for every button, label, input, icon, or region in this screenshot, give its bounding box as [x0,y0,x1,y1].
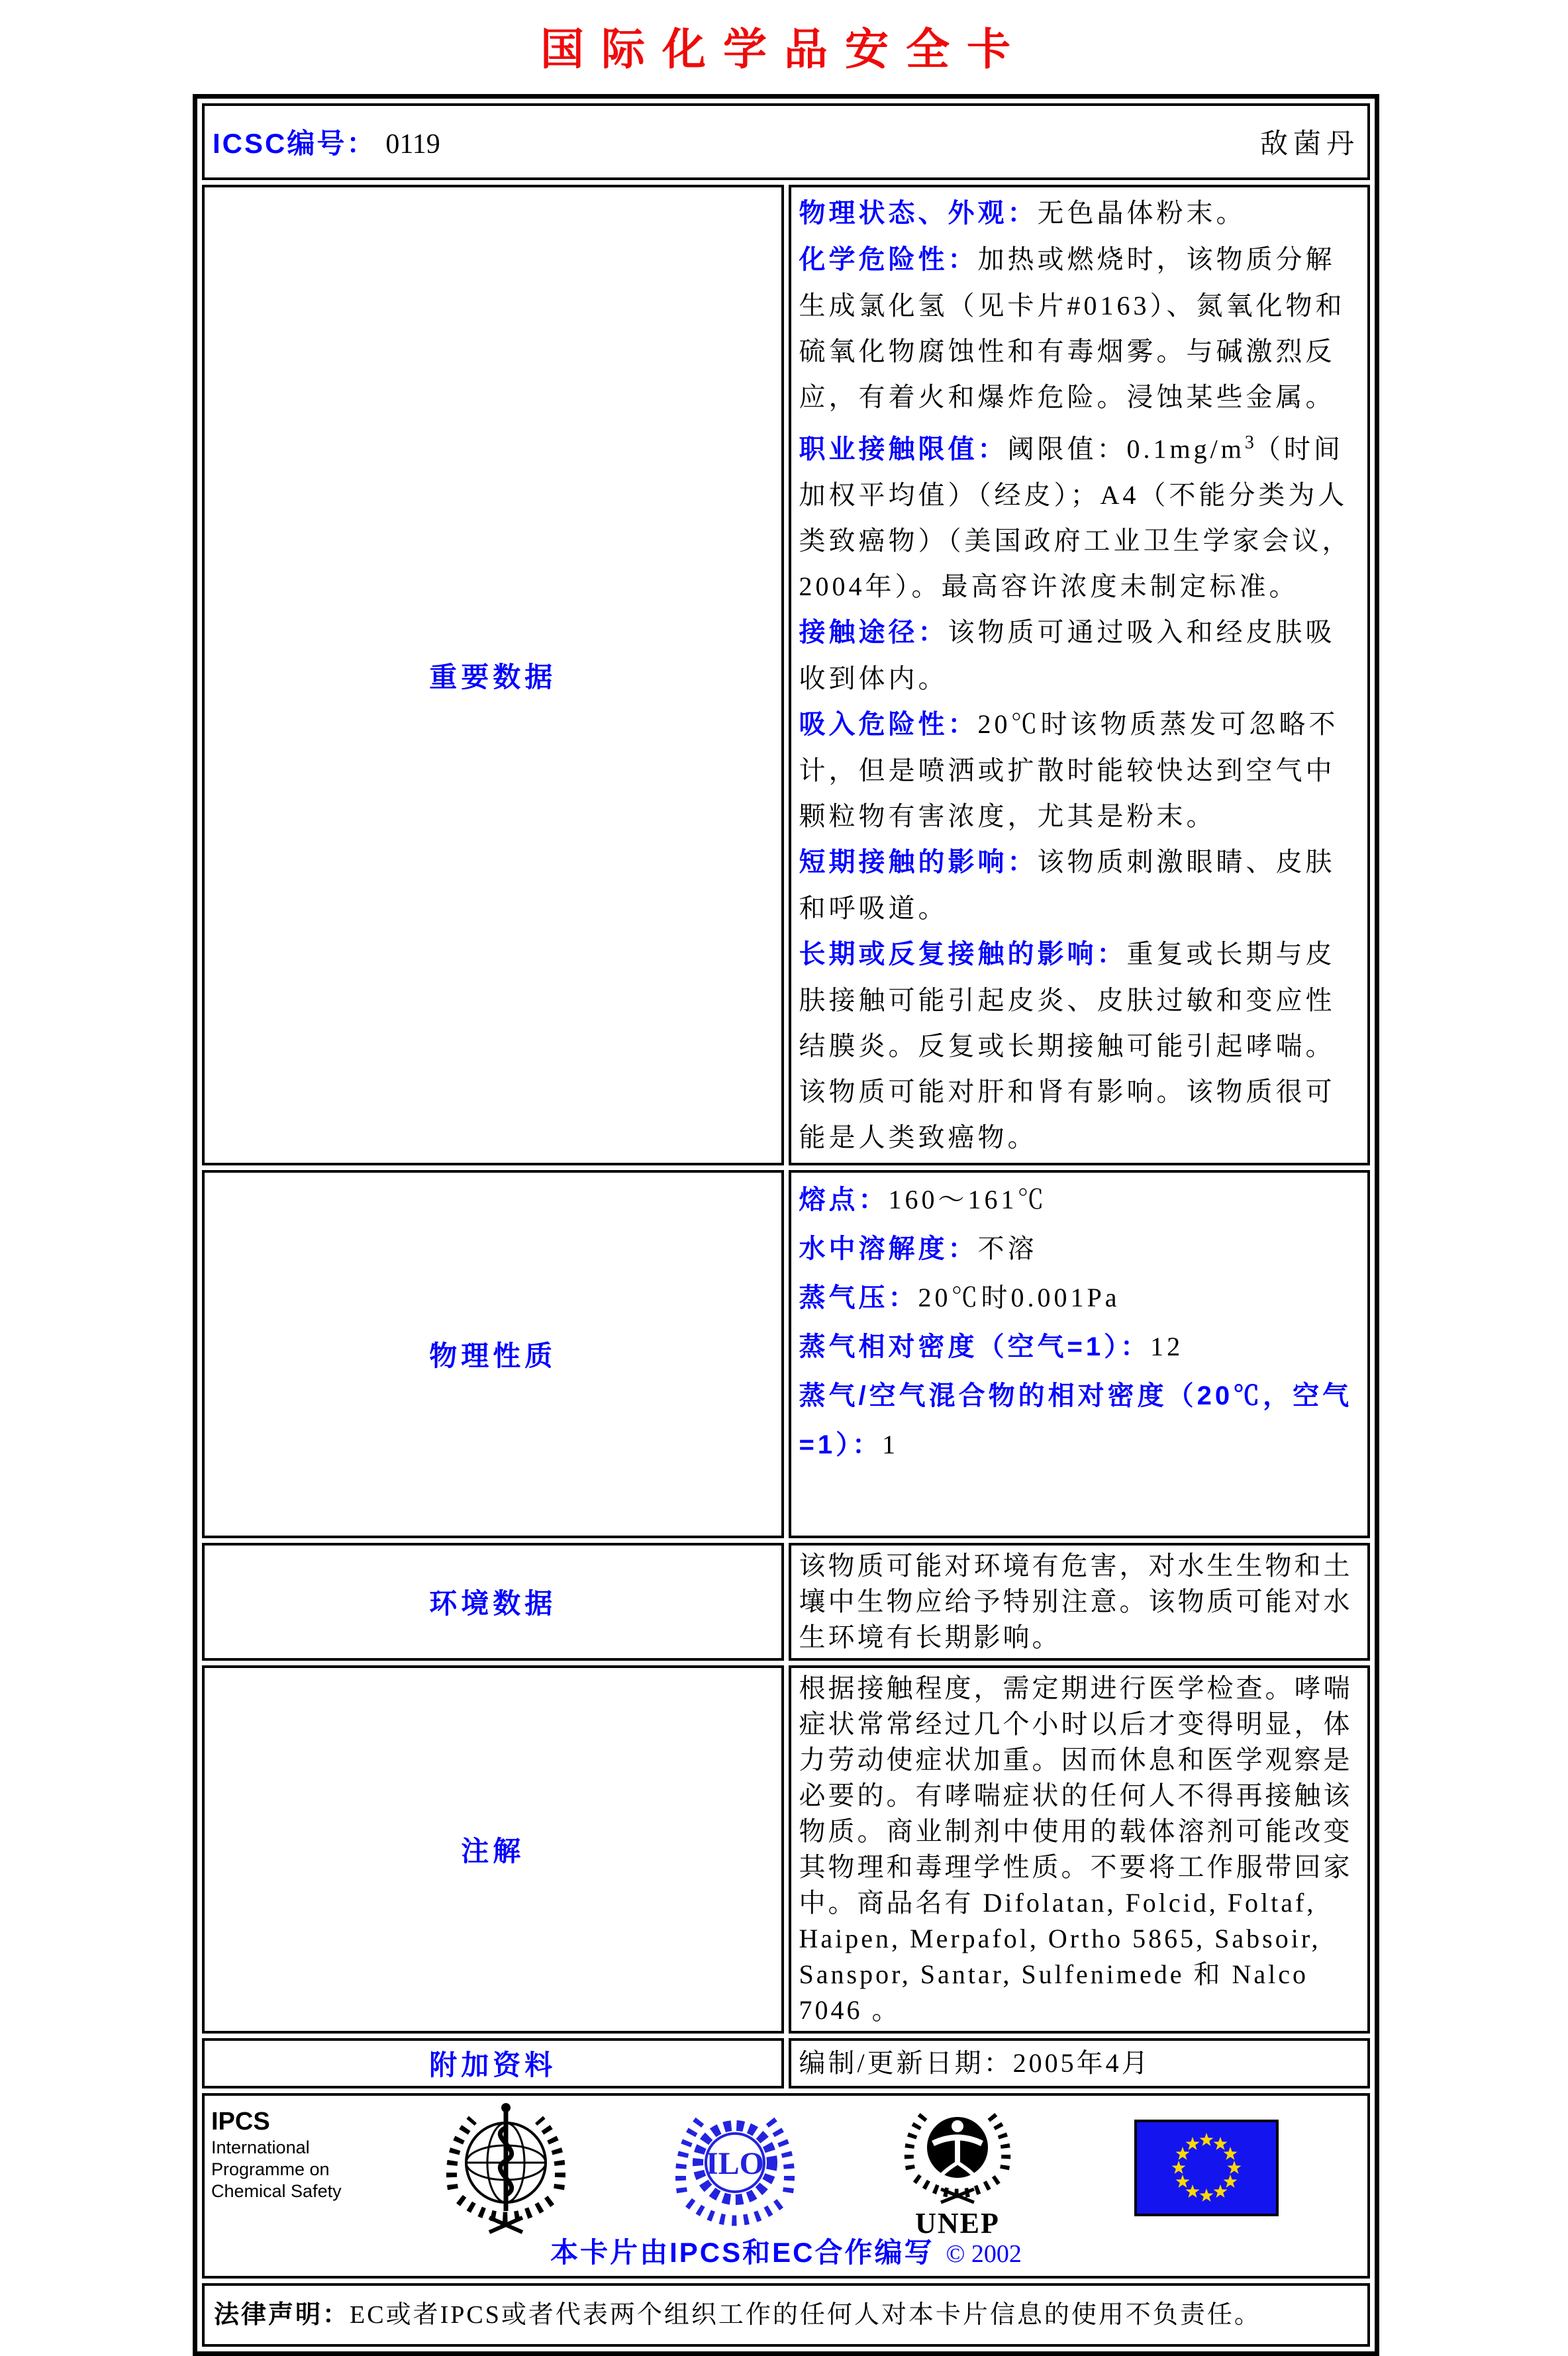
entry-text: 加热或燃烧时，该物质分解生成氯化氢（见卡片#0163）、氮氧化物和硫氧化物腐蚀性和有毒烟雾。与碱激烈反应，有着火和爆炸危险。浸蚀某些金属。 [799,244,1346,412]
eu-flag-icon [1134,2120,1279,2216]
entry-text: （时间加权平均值）（经皮）；A4（不能分类为人类致癌物）（美国政府工业卫生学家会议，2004年）。最高容许浓度未制定标准。 [799,434,1352,602]
entry-label: 水中溶解度： [799,1234,978,1264]
ipcs-text-block [211,2106,342,2202]
entry-text: 20℃时该物质蒸发可忽略不计，但是喷洒或扩散时能较快达到空气中颗粒物有害浓度，尤其是粉末。 [799,709,1339,832]
copyright-text: © 2002 [946,2240,1022,2269]
credit-text: 本卡片由IPCS和EC合作编写 [550,2237,934,2269]
entry-text: 重复或长期与皮肤接触可能引起皮炎、皮肤过敏和变应性结膜炎。反复或长期接触可能引起哮喘。该物质可能对肝和肾有影响。该物质很可能是人类致癌物。 [799,939,1336,1153]
entry-text: 阈限值：0.1mg/m [1007,434,1245,464]
icsc-number-group [213,122,440,162]
additional-info-row [202,2038,1370,2088]
data-entry [799,420,1360,609]
additional-info-row-label: 附加资料 [202,2038,784,2088]
logos-cell [202,2093,1370,2279]
important-data-content [789,185,1371,1165]
ipcs-full-name-line: Chemical Safety [211,2181,342,2202]
entry-label: 蒸气相对密度（空气=1）： [799,1332,1151,1362]
entry-label: 熔点： [799,1185,889,1215]
physical-properties-row-label: 物理性质 [202,1170,784,1538]
environmental-data-row-label: 环境数据 [202,1543,784,1661]
additional-info-content [789,2038,1371,2088]
logos-row [202,2093,1370,2279]
legal-cell [202,2283,1370,2347]
physical-properties-row [202,1170,1370,1538]
superscript-exponent: 3 [1244,432,1254,453]
notes-text: 根据接触程度，需定期进行医学检查。哮喘症状常常经过几个小时以后才变得明显，体力劳动使症状加重。因而休息和医学观察是必要的。有哮喘症状的任何人不得再接触该物质。商业制剂中使用的载体溶剂可能改变其物理和毒理学性质。不要将工作服带回家中。商品名有 Difolatan, Folcid, Foltaf, Haipen, Merpafol, Ortho 5865, Sabsoir, Sanspor, Santar, Sulfenimede 和 Nalco 7046 。 [799,1673,1353,2026]
icsc-table [193,94,1379,2356]
entry-text: 该物质刺激眼睛、皮肤和呼吸道。 [799,847,1336,924]
data-entry [799,190,1360,236]
environmental-data-text: 该物质可能对环境有危害，对水生生物和土壤中生物应给予特别注意。该物质可能对水生环境有长期影响。 [799,1551,1353,1653]
data-entry [799,1224,1360,1273]
data-entry [799,701,1360,839]
credit-line [205,2231,1367,2271]
entry-text: 160～161℃ [888,1185,1048,1215]
ipcs-full-name-line: Programme on [211,2159,330,2180]
legal-text: EC或者IPCS或者代表两个组织工作的任何人对本卡片信息的使用不负责任。 [350,2301,1261,2330]
data-entry [799,1371,1360,1469]
entry-label: 物理状态、外观： [799,199,1038,228]
important-data-row-label: 重要数据 [202,185,784,1165]
entry-text: 12 [1150,1332,1184,1362]
data-entry [799,839,1360,931]
environmental-data-row [202,1543,1370,1661]
data-entry [799,236,1360,420]
entry-label: 蒸气压： [799,1283,918,1313]
legal-label: 法律声明： [214,2301,350,2330]
entry-label: 长期或反复接触的影响： [799,940,1127,969]
header-cell [202,103,1370,180]
legal-row [202,2283,1370,2347]
entry-text: 不溶 [977,1234,1038,1264]
icsc-number-label: ICSC编号： [213,128,377,159]
entry-label: 职业接触限值： [799,434,1008,464]
entry-label: 蒸气/空气混合物的相对密度（20℃，空气=1）： [799,1381,1353,1460]
entry-text: 1 [882,1430,899,1460]
physical-properties-content [789,1170,1371,1538]
unep-wordmark: UNEP [915,2207,1000,2240]
entry-text: 该物质可通过吸入和经皮肤吸收到体内。 [799,617,1336,694]
entry-text: 无色晶体粉末。 [1037,198,1246,228]
entry-label: 接触途径： [799,618,948,648]
unep-logo-block [901,2100,1014,2238]
notes-row-label: 注解 [202,1665,784,2034]
notes-row [202,1665,1370,2034]
notes-content [789,1665,1371,2034]
entry-label: 吸入危险性： [799,710,978,740]
unep-logo-icon [901,2100,1014,2206]
entry-label: 短期接触的影响： [799,848,1038,877]
ilo-letters: ILO [705,2146,765,2182]
ipcs-acronym: IPCS [211,2108,270,2136]
entry-label: 化学危险性： [799,245,978,274]
ipcs-full-name-line: International [211,2137,310,2158]
data-entry [799,609,1360,701]
entry-text: 20℃时0.001Pa [918,1283,1120,1313]
who-logo-icon [443,2100,569,2245]
page-title: 国际化学品安全卡 [540,25,1028,74]
important-data-row [202,185,1370,1165]
data-entry [799,1175,1360,1224]
additional-info-text: 编制/更新日期：2005年4月 [799,2048,1151,2079]
icsc-number-value: 0119 [385,129,440,160]
data-entry [799,1322,1360,1371]
data-entry [799,1273,1360,1322]
data-entry [799,931,1360,1160]
environmental-data-content [789,1543,1371,1661]
chemical-name: 敌菌丹 [1259,129,1359,160]
ilo-logo-icon [672,2100,798,2245]
header-row [202,103,1370,180]
